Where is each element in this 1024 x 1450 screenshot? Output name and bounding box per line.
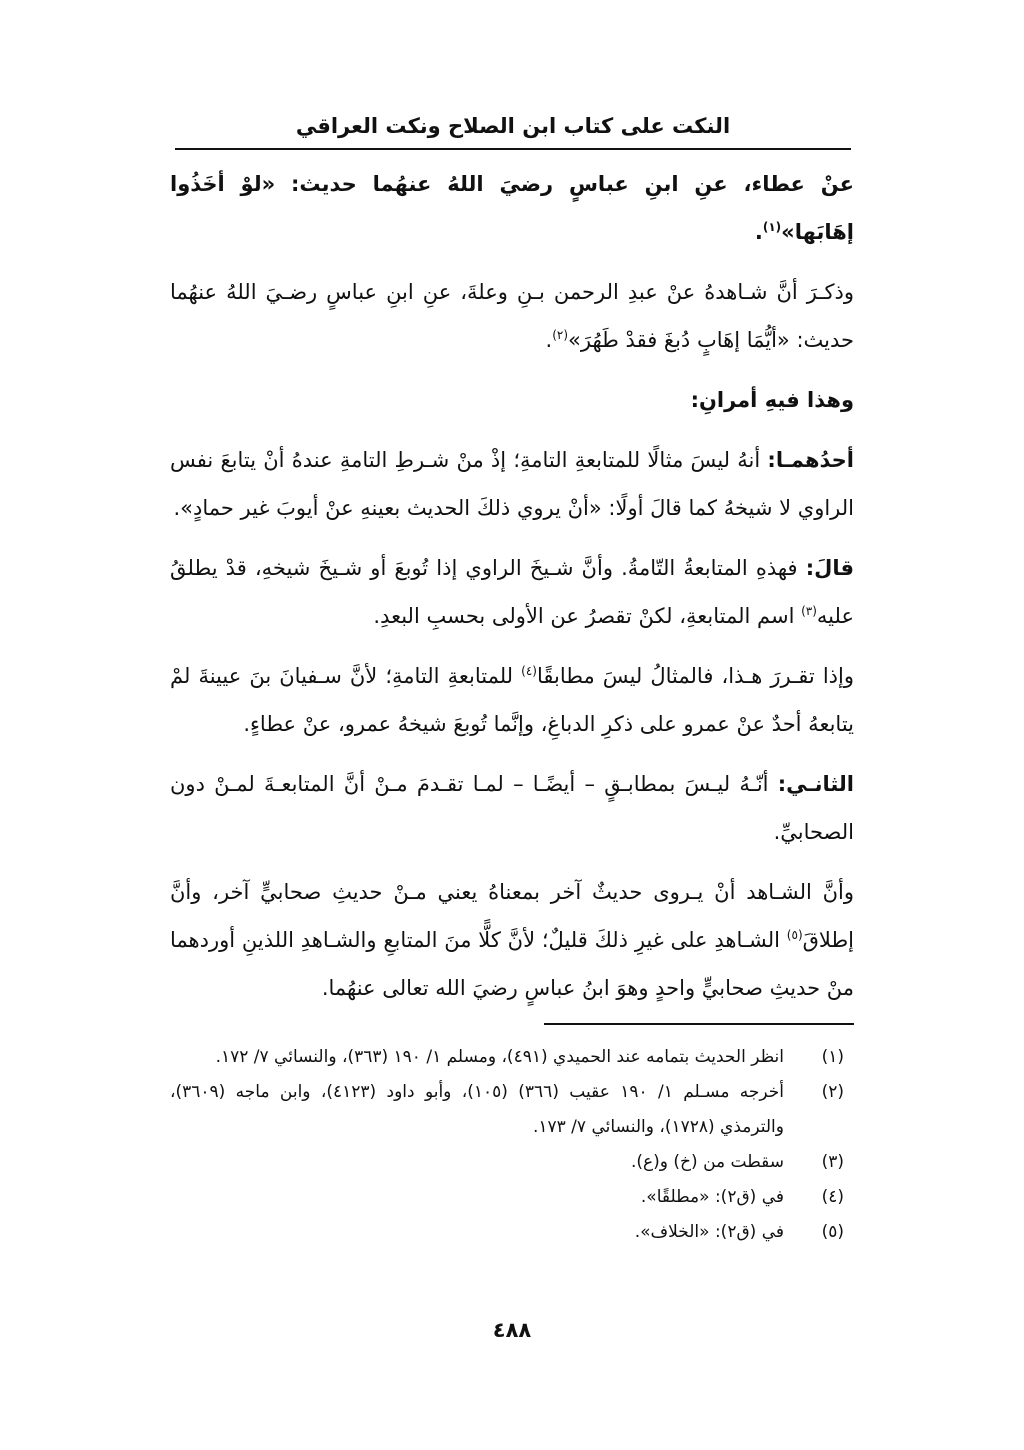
footnote-5 xyxy=(170,1215,854,1250)
paragraph-8 xyxy=(170,868,854,1012)
page-number: ٤٨٨ xyxy=(492,1318,532,1342)
paragraph-1-end: . xyxy=(754,220,763,244)
footnote-text: في (ق٢): «الخلاف». xyxy=(634,1222,784,1242)
footnote-number: (٣) xyxy=(821,1152,844,1172)
paragraph-5 xyxy=(170,544,854,640)
paragraph-2 xyxy=(170,268,854,364)
paragraph-8-text-a: وأنَّ الشـاهد أنْ يـروى حديثٌ آخر بمعناهُ يعني مـنْ حديثِ صحابيٍّ آخر، وأنَّ إطلاقَ xyxy=(170,880,854,952)
footnote-number: (٢) xyxy=(821,1082,844,1102)
header-rule xyxy=(175,148,851,150)
footnote-2 xyxy=(170,1075,854,1145)
footnote-text: انظر الحديث بتمامه عند الحميدي (٤٩١)، ومسلم ١/ ١٩٠ (٣٦٣)، والنسائي ٧/ ١٧٢. xyxy=(215,1047,784,1067)
main-text xyxy=(170,160,854,1024)
footnote-text: أخرجه مسـلم ١/ ١٩٠ عقيب (٣٦٦) (١٠٥)، وأبو داود (٤١٢٣)، وابن ماجه (٣٦٠٩)، والترمذي (١٧٢٨)، والنسائي ٧/ ١٧٣. xyxy=(170,1082,785,1137)
footnote-number: (١) xyxy=(821,1047,844,1067)
paragraph-2-end: . xyxy=(545,328,553,352)
paragraph-2-text: وذكـرَ أنَّ شـاهدهُ عنْ عبدِ الرحمن بـنِ وعلةَ، عنِ ابنِ عباسٍ رضـيَ اللهُ عنهُما حديث: «أيُّمَا إهَابٍ دُبغَ فقدْ طَهُرَ» xyxy=(170,280,854,352)
footnote-rule xyxy=(544,1023,854,1025)
footnote-ref-5: (٥) xyxy=(786,928,803,942)
paragraph-1-text: عنْ عطاء، عنِ ابنِ عباسٍ رضيَ اللهُ عنهُما حديث: «لوْ أخَذُوا إهَابَها» xyxy=(170,172,854,244)
paragraph-6 xyxy=(170,652,854,748)
paragraph-5-lead: قالَ: xyxy=(805,556,854,580)
paragraph-1 xyxy=(170,160,854,256)
footnote-4 xyxy=(170,1180,854,1215)
footnote-ref-2: (٢) xyxy=(552,328,569,342)
footnote-number: (٥) xyxy=(821,1222,844,1242)
paragraph-4-text: أنهُ ليسَ مثالًا للمتابعةِ التامةِ؛ إذْ منْ شـرطِ التامةِ عندهُ أنْ يتابعَ نفس الراوي لا شيخهُ كما قالَ أولًا: «أنْ يروي ذلكَ الحديث بعينهِ عنْ أيوبَ غير حمادٍ». xyxy=(170,448,854,520)
footnote-ref-3: (٣) xyxy=(801,604,817,618)
footnote-ref-1: (١) xyxy=(762,220,782,234)
footnote-text: في (ق٢): «مطلقًا». xyxy=(640,1187,784,1207)
footnote-number: (٤) xyxy=(821,1187,844,1207)
paragraph-7 xyxy=(170,760,854,856)
paragraph-5-text-b: اسم المتابعةِ، لكنْ تقصرُ عن الأولى بحسبِ البعدِ. xyxy=(373,604,802,628)
footnote-3 xyxy=(170,1145,854,1180)
paragraph-4 xyxy=(170,436,854,532)
footnote-ref-4: (٤) xyxy=(521,664,537,678)
paragraph-6-text-b: للمتابعةِ التامةِ؛ لأنَّ سـفيانَ بنَ عيينةَ لمْ يتابعهُ أحدٌ عنْ عمرو على ذكرِ الدباغِ، وإنَّما تُوبعَ شيخهُ عمرو، عنْ عطاءٍ. xyxy=(170,664,854,736)
paragraph-5-text-a: فهذهِ المتابعةُ التّامةُ. وأنَّ شـيخَ الراوي إذا تُوبعَ أو شـيخَ شيخهِ، قدْ يطلقُ عليه xyxy=(170,556,854,628)
paragraph-7-lead: الثانـي: xyxy=(777,772,854,796)
running-head: النكت على كتاب ابن الصلاح ونكت العراقي xyxy=(295,114,731,138)
footnotes xyxy=(170,1040,854,1250)
paragraph-4-lead: أحدُهمـا: xyxy=(767,448,854,472)
footnote-1 xyxy=(170,1040,854,1075)
paragraph-7-text: أنّـهُ ليـسَ بمطابـقٍ – أيضًـا – لمـا تقـدمَ مـنْ أنَّ المتابعـةَ لمـنْ دون الصحابيِّ. xyxy=(170,772,854,844)
paragraph-6-text-a: وإذا تقـررَ هـذا، فالمثالُ ليسَ مطابقًا xyxy=(536,664,855,688)
paragraph-8-text-b: الشـاهدِ على غيرِ ذلكَ قليلٌ؛ لأنَّ كلًّا منَ المتابعِ والشـاهدِ اللذينِ أوردهما منْ حديثِ صحابيٍّ واحدٍ وهوَ ابنُ عباسٍ رضيَ الله تعالى عنهُما. xyxy=(170,928,854,1000)
paragraph-3: وهذا فيهِ أمرانِ: xyxy=(690,388,854,412)
footnote-text: سقطت من (خ) و(ع). xyxy=(631,1152,784,1172)
